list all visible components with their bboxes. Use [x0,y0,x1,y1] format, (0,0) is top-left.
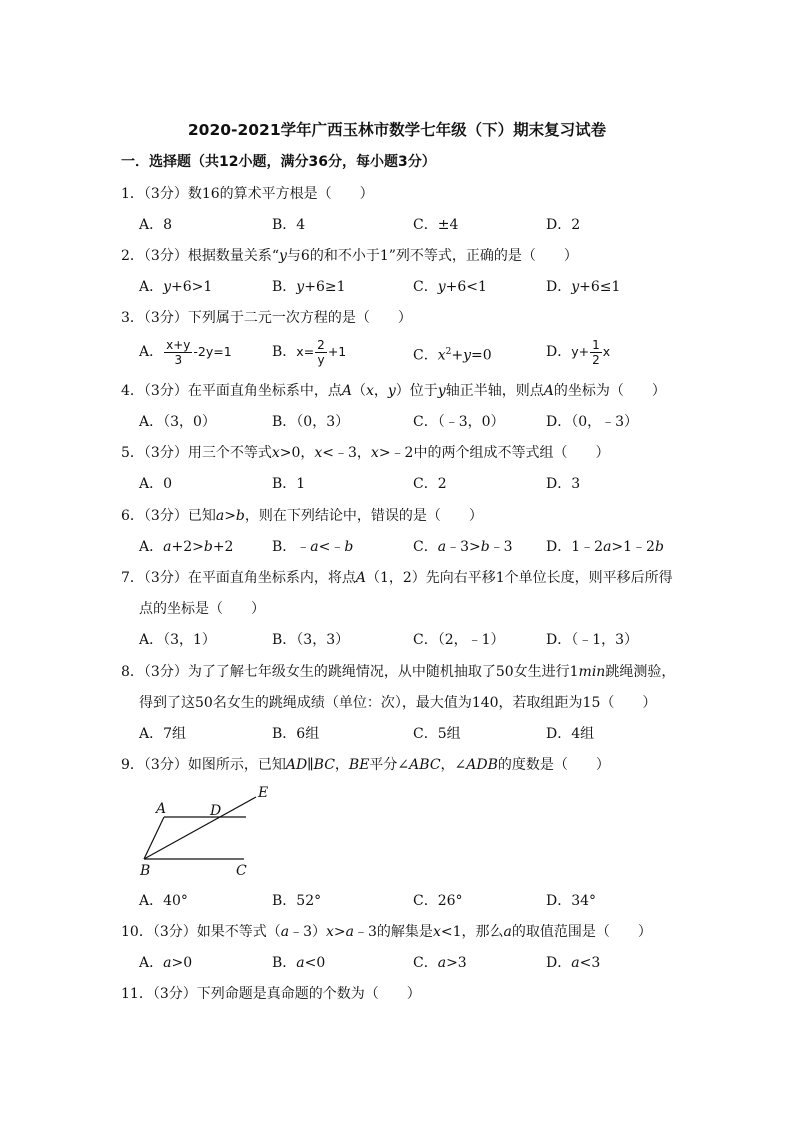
option-a[interactable]: A．7组 [139,726,187,742]
option-c[interactable]: C．$x^2+y=0$ [413,347,492,364]
option-b[interactable]: B．x= $\frac{2}{y}$ +1 [272,337,347,367]
option-a[interactable]: A． $\frac{x+y}{3}$ -2y=1 [139,337,232,367]
question-9-options [139,890,699,912]
option-b[interactable]: B．（0，3） [272,414,350,430]
segment-ab [144,817,164,859]
option-a[interactable]: A．8 [139,217,173,233]
option-c[interactable]: C．a>3 [413,955,467,971]
point-label-d: D [210,803,222,819]
option-d[interactable]: D．y+6≤1 [546,279,621,295]
option-b[interactable]: B．a<0 [272,955,326,971]
option-d[interactable]: D．（0，﹣3） [546,414,639,430]
option-d[interactable]: D．y+ $\frac{1}{2}$ x [546,337,611,367]
question-7-options [139,629,699,651]
option-a[interactable]: A．0 [139,476,173,492]
option-c[interactable]: C．26° [413,893,463,909]
option-b[interactable]: B．6组 [272,726,320,742]
question-2: 2．（3分）根据数量关系“y与6的和不小于1”列不等式，正确的是（ ） [121,248,578,264]
option-b[interactable]: B．4 [272,217,306,233]
option-c[interactable]: C．（2，﹣1） [413,632,505,648]
option-d[interactable]: D．34° [546,893,597,909]
option-c[interactable]: C．±4 [413,217,459,233]
option-d[interactable]: D．a<3 [546,955,601,971]
question-3-options [139,332,699,372]
option-d[interactable]: D．3 [546,476,581,492]
option-c[interactable]: C．a﹣3>b﹣3 [413,539,513,555]
option-a[interactable]: A．（3，1） [139,632,216,648]
option-c[interactable]: C．2 [413,476,447,492]
question-10-options [139,952,699,974]
question-2-options [139,276,699,298]
option-a[interactable]: A．a>0 [139,955,193,971]
question-10: 10．（3分）如果不等式（a﹣3）x>a﹣3的解集是x<1，那么a的取值范围是（ ） [121,924,652,940]
question-9: 9．（3分）如图所示，已知AD∥BC，BE平分∠ABC，∠ADB的度数是（ ） [121,757,610,773]
question-8: 8．（3分）为了了解七年级女生的跳绳情况，从中随机抽取了50女生进行1min跳绳测验， [121,664,676,680]
option-d[interactable]: D．（﹣1，3） [546,632,639,648]
question-1: 1．（3分）数16的算术平方根是（ ） [121,186,374,202]
option-c[interactable]: C．（﹣3，0） [413,414,505,430]
option-a[interactable]: A．y+6>1 [139,279,213,295]
question-1-options [139,214,699,236]
option-a[interactable]: A．（3，0） [139,414,216,430]
point-label-c: C [236,863,247,879]
question-5: 5．（3分）用三个不等式x>0，x<﹣3，x>﹣2中的两个组成不等式组（ ） [121,445,610,461]
question-8-continued: 得到了这50名女生的跳绳成绩（单位：次），最大值为140，若取组距为15（ ） [139,695,657,711]
question-4: 4．（3分）在平面直角坐标系中，点A（x，y）位于y轴正半轴，则点A的坐标为（ ） [121,383,666,399]
point-label-a: A [156,801,167,817]
question-8-options [139,723,699,745]
option-a[interactable]: A．40° [139,893,188,909]
exam-title: 2020-2021学年广西玉林市数学七年级（下）期末复习试卷 [187,121,607,139]
question-11: 11．（3分）下列命题是真命题的个数为（ ） [121,986,421,1002]
point-label-e: E [258,785,269,801]
geometry-figure [136,783,286,879]
fraction: $\frac{1}{2}$ [592,337,600,367]
option-a[interactable]: A．a+2>b+2 [139,539,234,555]
section-heading: 一．选择题（共12小题，满分36分，每小题3分） [121,154,436,170]
option-d[interactable]: D．2 [546,217,581,233]
option-b[interactable]: B．﹣a<﹣b [272,539,354,555]
option-b[interactable]: B．y+6≥1 [272,279,346,295]
question-3: 3．（3分）下列属于二元一次方程的是（ ） [121,310,412,326]
option-c[interactable]: C．y+6<1 [413,279,487,295]
question-6: 6．（3分）已知a>b，则在下列结论中，错误的是（ ） [121,508,483,524]
option-c[interactable]: C．5组 [413,726,461,742]
option-b[interactable]: B．（3，3） [272,632,350,648]
option-b[interactable]: B．1 [272,476,306,492]
fraction: $\frac{2}{y}$ [317,337,325,367]
question-7-continued: 点的坐标是（ ） [139,601,265,617]
question-7: 7．（3分）在平面直角坐标系内，将点A（1，2）先向右平移1个单位长度，则平移后所得 [121,570,673,586]
point-label-b: B [140,863,151,879]
option-b[interactable]: B．52° [272,893,322,909]
question-6-options [139,536,699,558]
question-4-options [139,411,699,433]
fraction: $\frac{x+y}{3}$ [166,337,191,367]
question-5-options [139,473,699,495]
option-d[interactable]: D．1﹣2a>1﹣2b [546,539,664,555]
option-d[interactable]: D．4组 [546,726,595,742]
